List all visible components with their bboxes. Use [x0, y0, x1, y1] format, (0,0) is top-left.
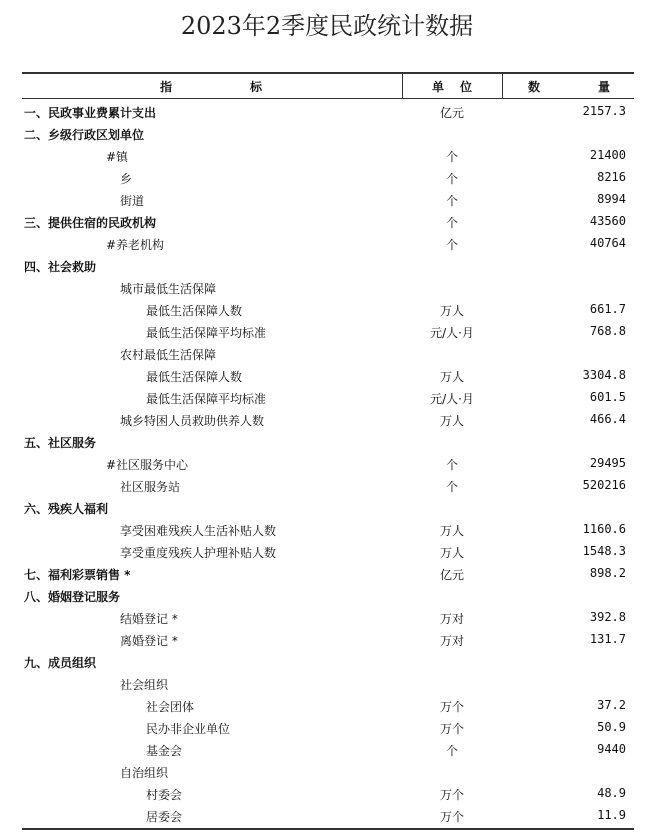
table-row [22, 584, 634, 606]
table-row [22, 540, 634, 562]
row-label: 居委会 [146, 810, 183, 824]
table-row [22, 716, 634, 738]
row-value: 466.4 [589, 412, 626, 426]
header-value-2: 量 [598, 80, 611, 94]
table-row [22, 320, 634, 342]
row-label: 最低生活保障人数 [146, 304, 243, 318]
table-row [22, 364, 634, 386]
row-unit: 元/人·月 [430, 326, 474, 340]
row-unit: 万对 [439, 612, 464, 626]
row-label: #镇 [106, 150, 129, 164]
row-unit: 元/人·月 [430, 392, 474, 406]
table-row [22, 628, 634, 650]
row-label: 乡 [120, 172, 133, 186]
header-value-1: 数 [528, 80, 541, 94]
row-unit: 万人 [439, 414, 464, 428]
row-unit: 个 [445, 172, 458, 186]
table-row [22, 518, 634, 540]
row-unit: 个 [445, 216, 458, 230]
row-label: 四、社会救助 [24, 260, 97, 274]
row-value: 3304.8 [582, 368, 626, 382]
row-label: 城乡特困人员救助供养人数 [120, 414, 265, 428]
table-row [22, 738, 634, 760]
row-label: 二、乡级行政区划单位 [24, 128, 145, 142]
header-bottom-rule [22, 98, 634, 99]
row-unit: 万人 [439, 304, 464, 318]
row-value: 48.9 [597, 786, 626, 800]
table-row [22, 342, 634, 364]
row-value: 768.8 [589, 324, 626, 338]
row-label: 民办非企业单位 [146, 722, 231, 736]
row-value: 37.2 [597, 698, 626, 712]
row-value: 29495 [589, 456, 626, 470]
row-label: 结婚登记 * [120, 612, 178, 626]
table-row [22, 144, 634, 166]
header-divider-1 [402, 72, 403, 99]
row-unit: 万个 [439, 788, 464, 802]
table-row [22, 650, 634, 672]
row-unit: 万人 [439, 524, 464, 538]
table-top-rule [22, 72, 634, 74]
row-label: 八、婚姻登记服务 [24, 590, 121, 604]
row-unit: 个 [445, 480, 458, 494]
row-label: 城市最低生活保障 [120, 282, 217, 296]
table-row [22, 452, 634, 474]
header-divider-2 [502, 72, 503, 99]
table-row [22, 210, 634, 232]
row-unit: 万个 [439, 722, 464, 736]
table-row [22, 804, 634, 826]
row-unit: 个 [445, 744, 458, 758]
table-row [22, 122, 634, 144]
table-row [22, 562, 634, 584]
row-value: 392.8 [589, 610, 626, 624]
table-row [22, 408, 634, 430]
table-bottom-rule [22, 828, 634, 830]
table-row [22, 188, 634, 210]
page-title: 2023年2季度民政统计数据 [180, 12, 474, 40]
row-label: 自治组织 [120, 766, 169, 780]
row-label: 社区服务站 [120, 480, 181, 494]
row-value: 1160.6 [582, 522, 626, 536]
row-label: 村委会 [146, 788, 183, 802]
row-value: 9440 [597, 742, 626, 756]
table-row [22, 276, 634, 298]
row-value: 50.9 [597, 720, 626, 734]
row-label: 享受重度残疾人护理补贴人数 [120, 546, 277, 560]
row-label: 农村最低生活保障 [120, 348, 217, 362]
table-row [22, 430, 634, 452]
table-row [22, 232, 634, 254]
row-unit: 个 [445, 194, 458, 208]
row-unit: 亿元 [439, 106, 464, 120]
row-label: 三、提供住宿的民政机构 [24, 216, 157, 230]
row-unit: 万人 [439, 370, 464, 384]
row-value: 40764 [589, 236, 626, 250]
table-row [22, 386, 634, 408]
table-row [22, 474, 634, 496]
table-row [22, 760, 634, 782]
header-indicator-2: 标 [250, 80, 263, 94]
row-value: 601.5 [589, 390, 626, 404]
row-value: 1548.3 [582, 544, 626, 558]
header-indicator-1: 指 [160, 80, 173, 94]
row-label: #养老机构 [106, 238, 165, 252]
row-label: 社会组织 [120, 678, 169, 692]
row-label: 五、社区服务 [24, 436, 97, 450]
row-label: 九、成员组织 [24, 656, 97, 670]
table-row [22, 166, 634, 188]
row-value: 661.7 [589, 302, 626, 316]
row-value: 131.7 [589, 632, 626, 646]
row-unit: 万对 [439, 634, 464, 648]
row-label: 离婚登记 * [120, 634, 178, 648]
row-value: 21400 [589, 148, 626, 162]
row-label: 社会团体 [146, 700, 195, 714]
row-unit: 个 [445, 150, 458, 164]
row-unit: 万个 [439, 810, 464, 824]
row-unit: 个 [445, 458, 458, 472]
row-label: #社区服务中心 [106, 458, 189, 472]
row-label: 一、民政事业费累计支出 [24, 106, 157, 120]
row-value: 43560 [589, 214, 626, 228]
row-label: 六、残疾人福利 [24, 502, 109, 516]
header-unit-2: 位 [460, 80, 473, 94]
table-row [22, 672, 634, 694]
row-value: 8994 [597, 192, 626, 206]
row-unit: 万人 [439, 546, 464, 560]
table-row [22, 782, 634, 804]
table-row [22, 496, 634, 518]
row-label: 最低生活保障平均标准 [146, 392, 267, 406]
table-row [22, 694, 634, 716]
row-label: 最低生活保障人数 [146, 370, 243, 384]
row-label: 享受困难残疾人生活补贴人数 [120, 524, 277, 538]
row-value: 8216 [597, 170, 626, 184]
row-value: 11.9 [597, 808, 626, 822]
row-unit: 个 [445, 238, 458, 252]
row-label: 基金会 [146, 744, 183, 758]
table-row [22, 298, 634, 320]
row-unit: 万个 [439, 700, 464, 714]
row-unit: 亿元 [439, 568, 464, 582]
row-label: 街道 [120, 194, 145, 208]
row-value: 898.2 [589, 566, 626, 580]
table-row [22, 606, 634, 628]
row-value: 2157.3 [582, 104, 626, 118]
header-unit-1: 单 [432, 80, 445, 94]
row-label: 七、福利彩票销售 * [24, 568, 131, 582]
row-value: 520216 [582, 478, 626, 492]
row-label: 最低生活保障平均标准 [146, 326, 267, 340]
table-row [22, 100, 634, 122]
table-row [22, 254, 634, 276]
